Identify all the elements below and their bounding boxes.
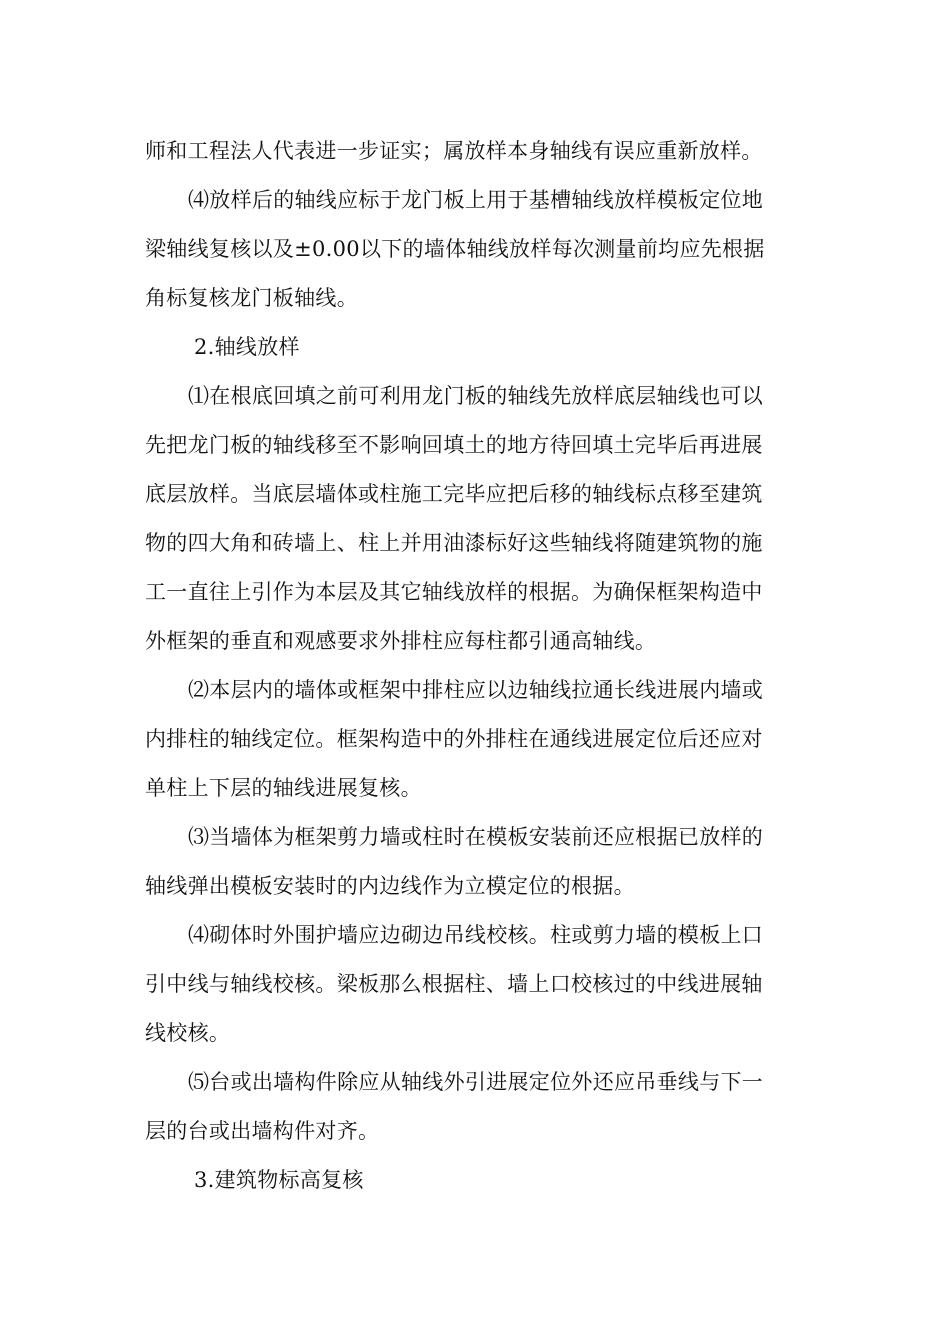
- text-line: 物的四大角和砖墙上、柱上并用油漆标好这些轴线将随建筑物的施: [145, 531, 763, 555]
- text-line: 工一直往上引作为本层及其它轴线放样的根据。为确保框架构造中: [145, 580, 763, 604]
- text-line: ⑶当墙体为框架剪力墙或柱时在模板安装前还应根据已放样的: [188, 825, 764, 849]
- text-line: ⑵本层内的墙体或框架中排柱应以边轴线拉通长线进展内墙或: [188, 678, 764, 702]
- text-line: 梁轴线复核以及±0.00以下的墙体轴线放样每次测量前均应先根据: [145, 237, 765, 261]
- text-line: 角标复核龙门板轴线。: [145, 286, 358, 310]
- text-line: ⑷砌体时外围护墙应边砌边吊线校核。柱或剪力墙的模板上口: [188, 923, 764, 947]
- section-heading: 3.建筑物标高复核: [194, 1168, 364, 1192]
- text-line: 内排柱的轴线定位。框架构造中的外排柱在通线进展定位后还应对: [145, 727, 763, 751]
- text-line: 底层放样。当底层墙体或柱施工完毕应把后移的轴线标点移至建筑: [145, 482, 763, 506]
- text-line: 轴线弹出模板安装时的内边线作为立模定位的根据。: [145, 874, 635, 898]
- text-line: 师和工程法人代表进一步证实；属放样本身轴线有误应重新放样。: [145, 139, 763, 163]
- text-line: ⑸台或出墙构件除应从轴线外引进展定位外还应吊垂线与下一: [188, 1070, 764, 1094]
- text-line: ⑷放样后的轴线应标于龙门板上用于基槽轴线放样模板定位地: [188, 188, 764, 212]
- text-line: 外框架的垂直和观感要求外排柱应每柱都引通高轴线。: [145, 629, 657, 653]
- text-line: 单柱上下层的轴线进展复核。: [145, 776, 422, 800]
- text-line: ⑴在根底回填之前可利用龙门板的轴线先放样底层轴线也可以: [188, 384, 764, 408]
- text-line: 层的台或出墙构件对齐。: [145, 1119, 380, 1143]
- section-heading: 2.轴线放样: [194, 335, 300, 359]
- text-line: 引中线与轴线校核。梁板那么根据柱、墙上口校核过的中线进展轴: [145, 972, 763, 996]
- text-line: 线校核。: [145, 1021, 231, 1045]
- document-body: [145, 127, 805, 1205]
- text-line: 先把龙门板的轴线移至不影响回填土的地方待回填土完毕后再进展: [145, 433, 763, 457]
